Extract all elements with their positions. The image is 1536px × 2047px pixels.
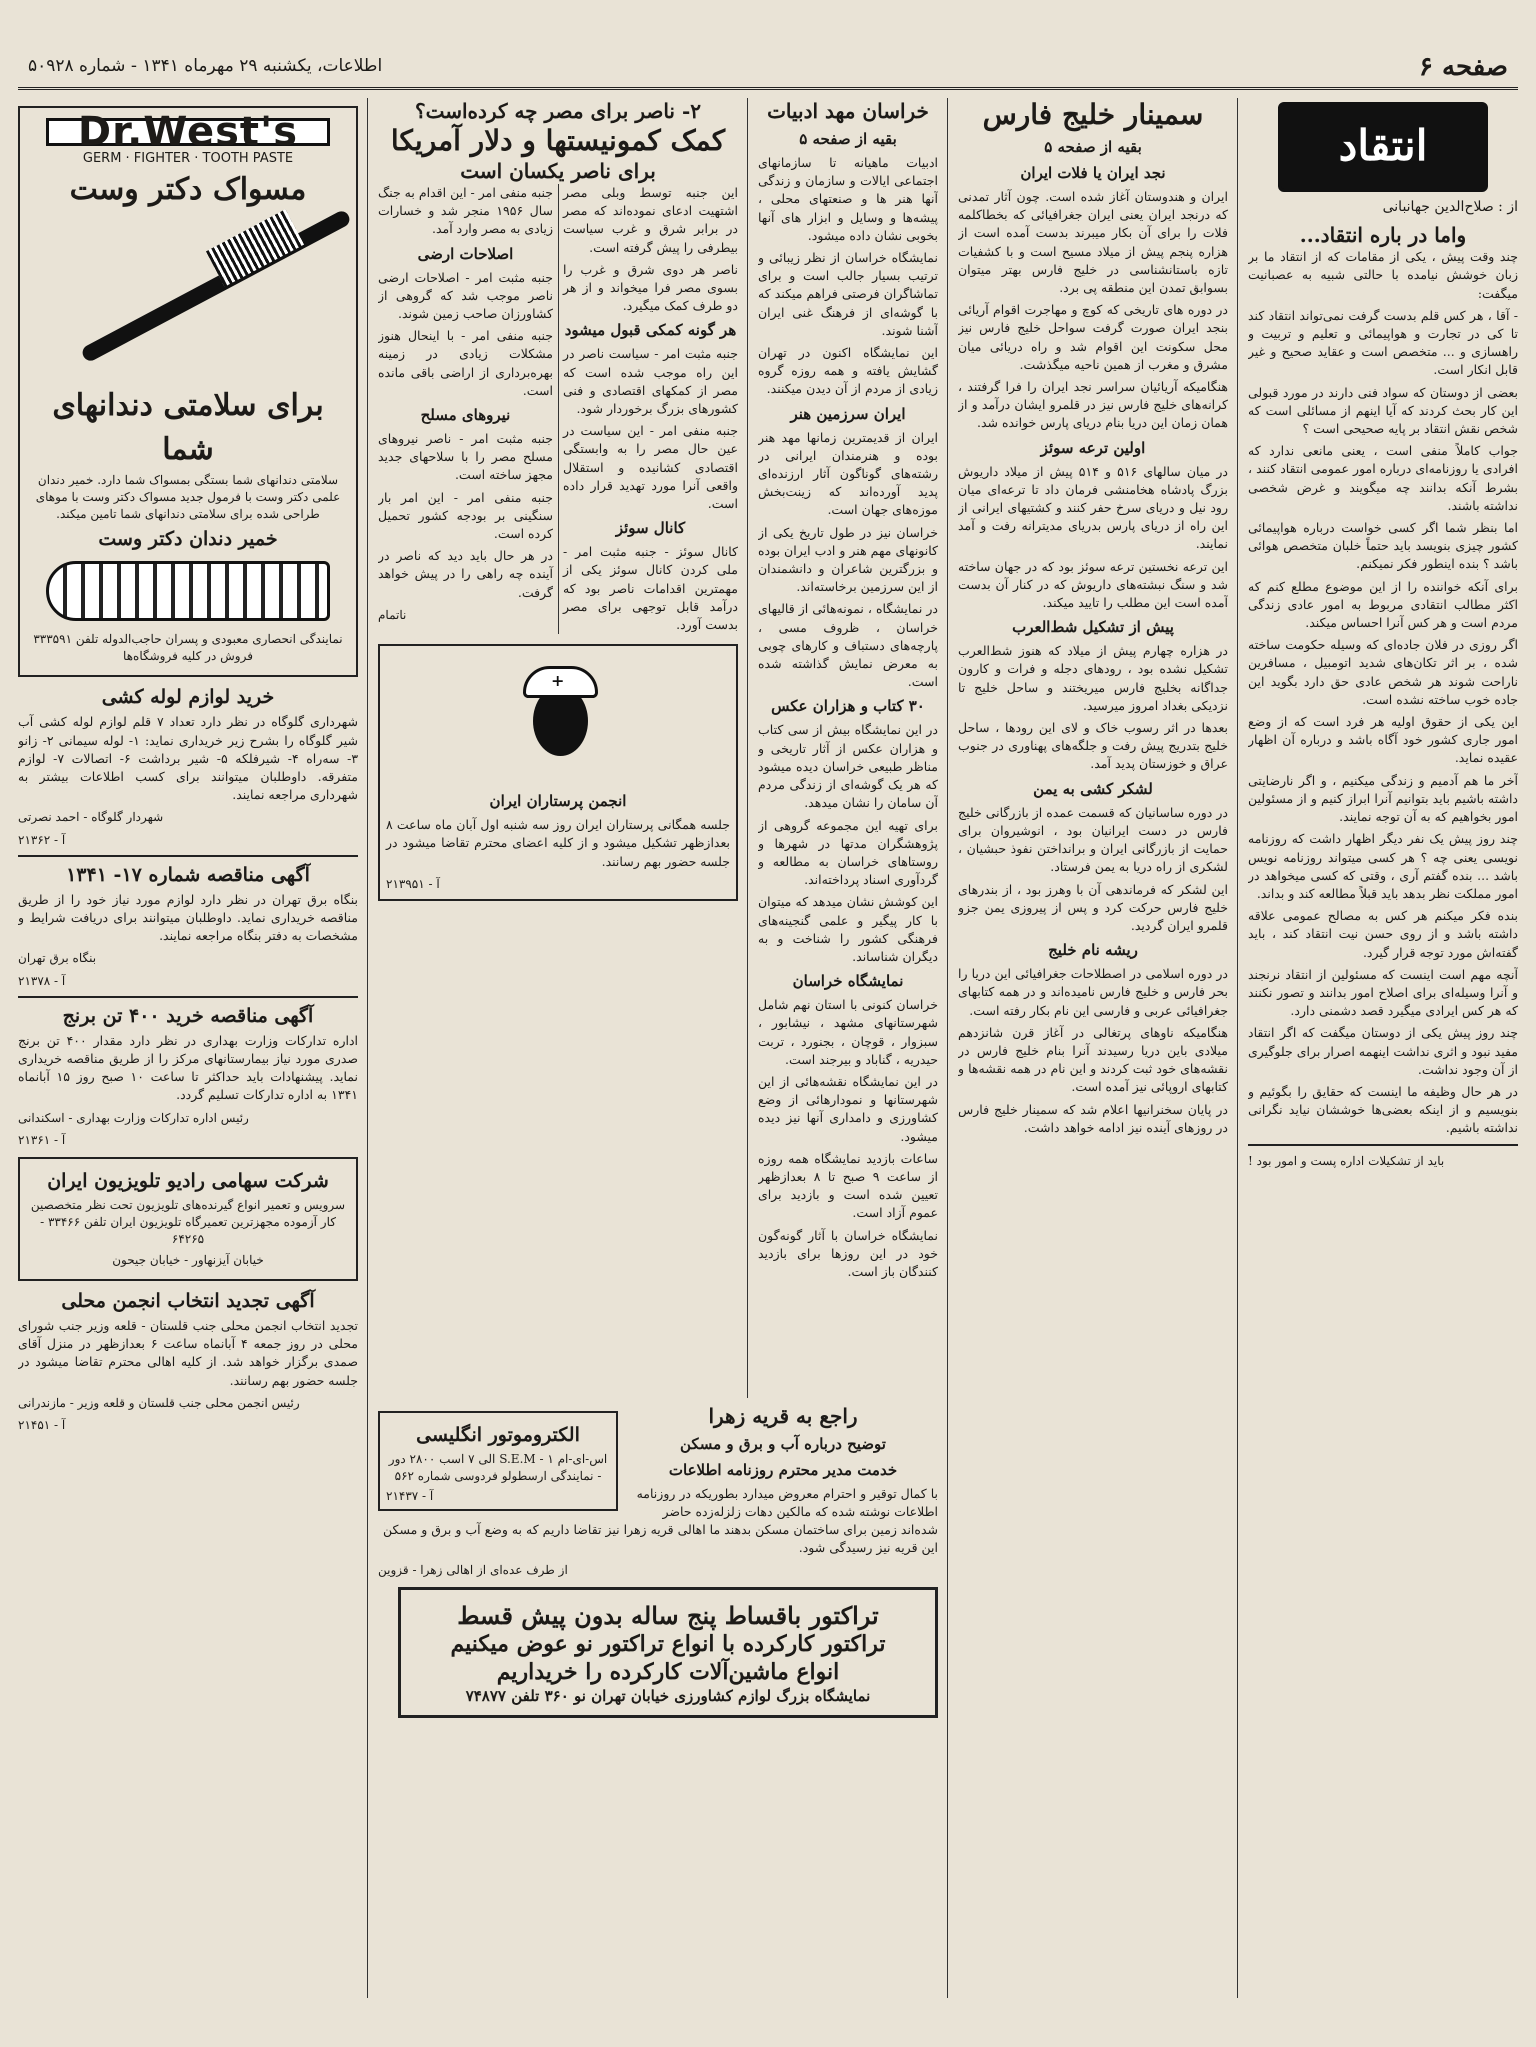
paragraph: ناصر هر دوی شرق و غرب را بسوی مصر فرا میخواند و از هر دو طرف کمک میگیرد. <box>563 261 738 314</box>
paragraph: بعضی از دوستان که سواد فنی دارند در مورد قبولی این کار بحث کردند که آیا اینهم از مسائلی است که شخص نقش انتقاد بر پایه صحیحی است ؟ <box>1248 384 1518 437</box>
column-persian-gulf <box>958 98 1228 1998</box>
paragraph: در هر حال وظیفه ما اینست که حقایق را بگوئیم و بنویسیم و از اینکه بعضی‌ها خوششان نیاید نگرانی نداشته باشیم. <box>1248 1083 1518 1136</box>
khorasan-body-1 <box>758 154 938 399</box>
drwest-slogan: GERM · FIGHTER · TOOTH PASTE <box>82 151 294 167</box>
page-header <box>18 46 1518 90</box>
nurses-notice-code: آ - ۲۱۳۹۵۱ <box>386 876 440 891</box>
paragraph: نمایشگاه خراسان از نظر زیبائی و ترتیب بسیار جالب است و برای تماشاگران فرصتی فراهم میکند که با گوشه‌ای از فرهنگ غنی ایران آشنا شوند. <box>758 250 938 338</box>
council-ad-title: آگهی تجدید انتخاب انجمن محلی <box>61 1290 315 1313</box>
paragraph: در هر حال باید دید که ناصر در آینده چه راهی را در پیش خواهد گرفت. <box>378 548 553 600</box>
motor-ad-body: اس-ای-ام S.E.M - ۱ الی ۷ اسب ۲۸۰۰ دور - نمایندگی ارسطولو فردوسی شماره ۵۶۲ <box>388 1452 608 1483</box>
motor-ad-title: الکتروموتور انگلیسی <box>416 1424 580 1446</box>
paragraph: آنچه مهم است اینست که مسئولین از انتقاد نرنجند و آنرا وسیله‌ای برای اصلاح امور بدانند و تصور نکنند که هر کس ایرادی میگیرد قصد دشمنی دارد. <box>1248 966 1518 1019</box>
critique-logo: انتقاد <box>1278 102 1488 192</box>
nurses-notice-text: جلسه همگانی پرستاران ایران روز سه شنبه اول آبان ماه ساعت ۸ بعدازظهر تشکیل میشود و از کلیه اعضای محترم تقاضا میشود در جلسه حضور بهم رسانند. <box>386 817 730 869</box>
paragraph: جنبه مثبت امر - ناصر نیروهای مسلح مصر را با سلاحهای جدید مجهز ساخته است. <box>378 431 553 483</box>
drwest-title-3: خمیر دندان دکتر وست <box>98 528 278 551</box>
paragraph: جنبه منفی امر - این امر بار سنگینی بر بودجه کشور تحمیل کرده است. <box>378 489 553 542</box>
paragraph: چند روز پیش یکی از دوستان میگفت که اگر انتقاد مفید نبود و اثری نداشت اینهمه اصرار برای جلوگیری از آن وجود نداشت. <box>1248 1025 1518 1077</box>
tender-plumbing-body: شهرداری گلوگاه در نظر دارد تعداد ۷ قلم لوازم لوله کشی آب شیر گلوگاه را بشرح زیر خریداری نماید: ۱- لوله سیمانی ۲- زانو ۳- سه‌راه ۴- شیرفلکه ۵- شیر برداشت ۶- اتصالات ۷- لوازم متفرقه. داوطلبان میتوانند برای کسب اطلاعات بیشتر به شهرداری مراجعه نمایند. <box>18 714 358 803</box>
paragraph: جنبه منفی امر - این سیاست در عین حال مصر را به وابستگی اقتصادی کشانیده و استقلال واقعی آنرا مورد تهدید قرار داده است. <box>563 423 738 512</box>
nasser-body-5 <box>378 430 553 602</box>
nasser-subhead-2: کانال سوئز <box>615 519 686 538</box>
nasser-subhead-3: اصلاحات ارضی <box>417 244 514 263</box>
page-number: صفحه ۶ <box>1419 52 1508 82</box>
khorasan-body-3 <box>758 721 938 966</box>
gulf-body-1 <box>958 188 1228 433</box>
paragraph: خراسان کنونی با استان نهم شامل شهرستانهای مشهد ، نیشابور ، سبزوار ، قوچان ، بجنورد ، تربت حیدریه ، گناباد و بیرجند است. <box>758 997 938 1067</box>
drwest-title-1: مسواک دکتر وست <box>69 172 307 208</box>
nasser-headline-small: ۲- ناصر برای مصر چه کرده‌است؟ <box>414 99 702 123</box>
gulf-body-4 <box>958 804 1228 935</box>
tv-company-ad <box>18 1157 358 1281</box>
column-ads <box>18 98 358 1998</box>
paragraph: جواب کاملاً منفی است ، یعنی مانعی ندارد که افرادی یا روزنامه‌ای درباره امور عمومی انتقاد کنند ، بشرط آنکه بدانند چه میگویند و غرض شخصی نداشته باشند. <box>1248 443 1518 513</box>
paragraph: جنبه منفی امر - با اینحال هنوز مشکلات زیادی در زمینه بهره‌برداری از اراضی باقی مانده است. <box>378 328 553 398</box>
tv-company-title: شرکت سهامی رادیو تلویزیون ایران <box>47 1170 329 1193</box>
tv-company-body: سرویس و تعمیر انواع گیرنده‌های تلویزیون تحت نظر متخصصین کار آزموده مجهزترین تعمیرگاه تلویزیون ایران تلفن ۳۳۴۶۶ - ۶۴۲۶۵ <box>30 1198 346 1247</box>
paragraph: در دوره اسلامی در اصطلاحات جغرافیائی این دریا را بحر فارس و خلیج فارس نامیده‌اند و در همه کتابهای جغرافیائی عربی و فارسی این نام بکار رفته است. <box>958 966 1228 1018</box>
gulf-headline: سمینار خلیج فارس <box>982 98 1204 131</box>
paragraph: هنگامیکه ناوهای پرتغالی در آغاز قرن شانزدهم میلادی باین دریا رسیدند آنرا بنام خلیج فارس در نقشه‌های خود ثبت کردند و این نام در همه نقشه‌ها و کتابهای اروپائی نیز آمده است. <box>958 1024 1228 1095</box>
paragraph: جنبه مثبت امر - سیاست ناصر در این راه موجب شده است که مصر از کمکهای اقتصادی و فنی کشورهای بزرگ برخوردار شود. <box>563 346 738 417</box>
tender-17-signature: بنگاه برق تهران <box>18 951 97 966</box>
khorasan-subhead-1: ایران سرزمین هنر <box>790 404 906 423</box>
paragraph: جنبه مثبت امر - اصلاحات ارضی ناصر موجب شد که گروهی از کشاورزان صاحب زمین شوند. <box>378 269 553 322</box>
paragraph: این لشکر که فرماندهی آن با وهرز بود ، از بندرهای خلیج فارس حرکت کرد و پس از پیروزی یمن جزو قلمرو ایران گردید. <box>958 881 1228 933</box>
paragraph: برای تهیه این مجموعه گروهی از پژوهشگران مدتها در شهرها و روستاهای خراسان به مطالعه و گردآوری اسناد پرداخته‌اند. <box>758 817 938 888</box>
drwest-body: سلامتی دندانهای شما بستگی بمسواک شما دارد. خمیر دندان علمی دکتر وست با فرمول جدید مسواک دکتر وست با موهای طراحی شده برای سلامتی دندانهای شما تامین میکند. <box>35 473 341 522</box>
tender-17-body: بنگاه برق تهران در نظر دارد لوازم مورد نیاز خود را از طریق مناقصه خریداری نماید. داوطلبان میتوانند برای دریافت شرایط و مشخصات به دفتر بنگاه مراجعه نمایند. <box>18 891 358 944</box>
column-critique <box>1248 98 1518 1998</box>
column-khorasan <box>758 98 938 1398</box>
paragraph: در دوره های تاریخی که کوچ و مهاجرت اقوام آریائی بنجد ایران صورت گرفت سواحل خلیج فارس نیز محل سکونت این اقوام شد و راه دریائی میان مشرق و مغرب از همین ناحیه میگذشت. <box>958 302 1228 372</box>
tender-plumbing-code: آ - ۲۱۳۶۲ <box>18 832 66 847</box>
nasser-headline-big: کمک کمونیستها و دلار آمریکا <box>390 124 726 157</box>
drwest-ad <box>18 106 358 677</box>
critique-body <box>1248 248 1518 1137</box>
letter-addressee: خدمت مدیر محترم روزنامه اطلاعات <box>668 1461 898 1479</box>
newspaper-page <box>18 18 1518 2029</box>
tv-company-address: خیابان آیزنهاور - خیابان جیحون <box>112 1253 264 1268</box>
council-ad-body: تجدید انتخاب انجمن محلی جنب قلستان - قلعه وزیر جنب شورای محلی در روز جمعه ۴ آبانماه ساعت ۶ بعدازظهر در منزل آقای صمدی برگزار خواهد شد. از کلیه اهالی محترم تقاضا میشود در جلسه حضور بهم رسانند. <box>18 1318 358 1388</box>
nasser-headline-sub: برای ناصر یکسان است <box>460 159 656 183</box>
tractor-ad-title-1: تراکتور باقساط پنج ساله بدون پیش قسط <box>457 1601 879 1630</box>
khorasan-headline: خراسان مهد ادبیات <box>767 99 929 123</box>
letter-subtitle: توضیح درباره آب و برق و مسکن <box>680 1435 886 1453</box>
paragraph: کانال سوئز - جنبه مثبت امر - ملی کردن کانال سوئز یکی از مهمترین اقدامات ناصر بود که درآمد قابل توجهی برای مصر بدست آورد. <box>563 544 738 633</box>
paragraph: در پایان سخنرانیها اعلام شد که سمینار خلیج فارس در روزهای آینده نیز ادامه خواهد داشت. <box>958 1101 1228 1135</box>
letter-title: راجع به قریه زهرا <box>708 1404 858 1428</box>
tender-rice-body: اداره تدارکات وزارت بهداری در نظر دارد مقدار ۴۰۰ تن برنج صدری مورد نیاز بیمارستانهای مرکز را از طریق مناقصه خریداری نماید. پیشنهادات باید حداکثر تا ساعت ۱۰ صبح روز ۱۵ آبانماه ۱۳۴۱ به اداره تدارکات تسلیم گردد. <box>18 1032 358 1103</box>
issue-info: اطلاعات، یکشنبه ۲۹ مهرماه ۱۳۴۱ - شماره ۵۰۹۲۸ <box>28 56 383 76</box>
drwest-title-2: برای سلامتی دندانهای شما <box>52 388 324 468</box>
gulf-subhead-5: ریشه نام خلیج <box>1048 941 1138 960</box>
paragraph: در نمایشگاه ، نمونه‌هائی از قالیهای خراسان ، ظروف مسی ، پارچه‌های دستباف و کارهای چوبی به معرض نمایش گذاشته شده است. <box>758 601 938 690</box>
gulf-subhead-3: پیش از تشکیل شط‌العرب <box>1012 618 1174 637</box>
khorasan-subhead-3: نمایشگاه خراسان <box>792 972 904 991</box>
nasser-body-4 <box>378 269 553 400</box>
gulf-subhead-4: لشکر کشی به یمن <box>1033 779 1153 798</box>
paragraph: خراسان نیز در طول تاریخ یکی از کانونهای مهم هنر و ادب ایران بوده و بزرگترین شاعران و دانشمندان از این سرزمین برخاسته‌اند. <box>758 524 938 595</box>
paragraph: ایران و هندوستان آغاز شده است. چون آثار تمدنی که درنجد ایران یعنی ایران جغرافیائی که بخطاکلمه فلات را برای آن بکار میبرند بدست آمده است از هزاره پنجم پیش از میلاد مسیح است و با کشفیات تازه باستانشناسی در خلیج فارس بهتر میتوان بسوابق تمدن این منطقه پی برد. <box>958 189 1228 296</box>
paragraph: در هزاره چهارم پیش از میلاد که هنوز شط‌العرب تشکیل نشده بود ، رودهای دجله و فرات و کارون جداگانه بخلیج فارس میریختند و ساحل خلیج تا نزدیکی بغداد امروز میرسید. <box>958 643 1228 713</box>
khorasan-body-2 <box>758 429 938 692</box>
bottom-band <box>378 1403 938 2003</box>
gulf-subhead-2: اولین ترعه سوئز <box>1040 438 1146 457</box>
paragraph: بعدها در اثر رسوب خاک و لای این رودها ، ساحل خلیج بتدریج پیش رفت و جلگه‌های پهناوری در جنوب عراق و خوزستان پدید آمد. <box>958 720 1228 772</box>
paragraph: این نمایشگاه اکنون در تهران گشایش یافته و همه روزه گروه زیادی از مردم از آن دیدن میکنند. <box>758 345 938 397</box>
tractor-ad-title-2: تراکتور کارکرده با انواع تراکتور نو عوض میکنیم <box>450 1631 886 1657</box>
nasser-signature: ناتمام <box>378 607 407 622</box>
nurses-notice <box>378 644 738 901</box>
letter-body: با کمال توقیر و احترام معروض میدارد بطوریکه در روزنامه اطلاعات نوشته شده که مالکین دهات زلزله‌زده حاضر شده‌اند زمین برای ساختمان مسکن بدهند ما اهالی قریه زهرا نیز تقاضا داریم که به وضع آب و برق و مسکن این قریه نیز رسیدگی شود. <box>383 1486 938 1555</box>
gulf-body-3 <box>958 642 1228 773</box>
paragraph: چند روز پیش یک نفر دیگر اظهار داشت که روزنامه نویسی یعنی چه ؟ هر کسی میتواند روزنامه نویس باشد ... بنده گفتم آری ، وقتی که کسی میخواهد در امور مملکت نظر بدهد باید قبلاً مطالعه کند و بداند. <box>1248 831 1518 901</box>
paragraph: در این نمایشگاه بیش از سی کتاب و هزاران عکس از آثار تاریخی و مناظر طبیعی خراسان دیده میشود که هر یک گوشه‌ای از زندگی مردم آن سامان را نشان میدهد. <box>758 722 938 811</box>
paragraph: اگر روزی در فلان جاده‌ای که وسیله حکومت ساخته شده ، بر اثر تکان‌های شدید اتومبیل ، مسافرین ناراحت شوند هر شخص عادی حق دارد بگوید این جاده خوب ساخته نشده است. <box>1248 637 1518 707</box>
paragraph: در دوره ساسانیان که قسمت عمده از بازرگانی خلیج فارس در دست ایرانیان بود ، انوشیروان برای حمایت از بازرگانی ایران و برانداختن نفوذ حبشیان ، لشکری از راه دریا به یمن فرستاد. <box>958 804 1228 875</box>
tender-plumbing-signature: شهردار گلوگاه - احمد نصرتی <box>18 810 164 825</box>
khorasan-body-4 <box>758 996 938 1222</box>
tractor-ad-body: نمایشگاه بزرگ لوازم کشاورزی خیابان تهران نو ۳۶۰ تلفن ۷۴۸۷۷ <box>465 1687 871 1705</box>
gulf-subhead-1: نجد ایران یا فلات ایران <box>1020 164 1166 182</box>
toothbrush-icon <box>56 218 320 378</box>
drwest-brand: Dr.West's <box>46 118 330 146</box>
gulf-body-5 <box>958 965 1228 1137</box>
tractor-ad-title-3: انواع ماشین‌آلات کارکرده را خریداریم <box>496 1659 840 1685</box>
toothpaste-tube-icon <box>46 561 330 621</box>
paragraph: ساعات بازدید نمایشگاه همه روزه از ساعت ۹ صبح تا ۸ بعدازظهر تعیین شده است و بازدید برای عموم آزاد است. <box>758 1150 938 1221</box>
critique-byline: از : صلاح‌الدین جهانبانی <box>1382 199 1518 215</box>
paragraph: این جنبه توسط وبلی مصر اشتهیت ادعای نموده‌اند که مصر در برابر شرق و غرب سیاست بیطرفی را پیش گرفته است. <box>563 185 738 255</box>
paragraph: این یکی از حقوق اولیه هر فرد است که از وضع امور جاری کشور خود آگاه باشد و درباره آن اظهار عقیده نماید. <box>1248 714 1518 766</box>
nurse-icon: + <box>503 656 613 786</box>
khorasan-subhead-2: ۳۰ کتاب و هزاران عکس <box>771 697 925 716</box>
paragraph: در این نمایشگاه نقشه‌هائی از این شهرستانها و نمودارهائی از وضع کشاورزی و دامداری آنها نیز دیده میشود. <box>758 1073 938 1144</box>
paragraph: هنگامیکه آریائیان سراسر نجد ایران را فرا گرفتند ، کرانه‌های خلیج فارس نیز در قلمرو ایشان درآمد و از همان زمان این دریا بنام دریای پارس خوانده شد. <box>958 379 1228 431</box>
paragraph: اما بنظر شما اگر کسی خواست درباره هواپیمائی کشور چیزی بنویسد باید حتماً خلبان متخصص هوائی باشد ؟ بنده اینطور فکر نمیکنم. <box>1248 520 1518 572</box>
nasser-body-2 <box>563 345 738 513</box>
gulf-body-2 <box>958 463 1228 613</box>
paragraph: این کوشش نشان میدهد که میتوان با کار پیگیر و علمی گنجینه‌های فرهنگی کشور را شناخت و به دیگران شناساند. <box>758 894 938 964</box>
council-ad-code: آ - ۲۱۴۵۱ <box>18 1418 66 1433</box>
drwest-agent: نمایندگی انحصاری معبودی و پسران حاجب‌الدوله تلفن ۳۳۳۵۹۱ فروش در کلیه فروشگاه‌ها <box>33 632 343 664</box>
tender-rice-title: آگهی مناقصه خرید ۴۰۰ تن برنج <box>62 1004 314 1027</box>
nasser-subhead-1: هر گونه کمکی قبول میشود <box>564 321 737 340</box>
khorasan-footer: نمایشگاه خراسان با آثار گونه‌گون خود در این روزها برای بازدید کنندگان باز است. <box>758 1227 938 1279</box>
tender-17-code: آ - ۲۱۳۷۸ <box>18 973 66 988</box>
paragraph: در میان سالهای ۵۱۶ و ۵۱۴ پیش از میلاد داریوش بزرگ پادشاه هخامنشی فرمان داد تا ترعه‌ای میان رود نیل و دریای سرخ حفر کنند و کشتیهای ایرانی از این راه از دریای پارس بدریای مدیترانه رفت و آمد نمایند. <box>958 463 1228 552</box>
paragraph: ایران از قدیمترین زمانها مهد هنر بوده و هنرمندان ایرانی در رشته‌های گوناگون آثار ارزنده‌ای پدید آورده‌اند که زینت‌بخش موزه‌های جهان است. <box>758 429 938 518</box>
critique-headline: واما در باره انتقاد... <box>1299 223 1467 248</box>
nasser-body-1 <box>563 184 738 315</box>
gulf-continued: بقیه از صفحه ۵ <box>1044 138 1142 156</box>
motor-ad-code: آ - ۲۱۴۳۷ <box>386 1489 434 1503</box>
motor-ad <box>378 1411 618 1511</box>
paragraph: - آقا ، هر کس قلم بدست گرفت نمی‌تواند انتقاد کند تا کی در تجارت و هواپیمائی و تعلیم و تربیت و راهسازی و ... متخصص است و عقاید صحیح و غیر قابل انکار است. <box>1248 307 1518 378</box>
column-nasser <box>378 98 738 1398</box>
paragraph: برای آنکه خواننده را از این موضوع مطلع کنم که اکثر مطالب انتقادی مربوط به امور عادی زندگی مردم است و هر کس آنرا احساس میکند. <box>1248 578 1518 631</box>
tractor-ad <box>398 1587 938 1718</box>
tender-17-title: آگهی مناقصه شماره ۱۷- ۱۳۴۱ <box>66 863 310 886</box>
paragraph: آخر ما هم آدمیم و زندگی میکنیم ، و اگر نارضایتی داشته باشیم باید بتوانیم آنرا ابراز کنیم و از مسئولین امور بخواهیم که به آن توجه نمایند. <box>1248 772 1518 825</box>
council-ad-signature: رئیس انجمن محلی جنب قلستان و قلعه وزیر - مازندرانی <box>18 1395 300 1410</box>
tender-rice-code: آ - ۲۱۳۶۱ <box>18 1132 66 1147</box>
paragraph: جنبه منفی امر - این اقدام به جنگ سال ۱۹۵۶ منجر شد و خسارات زیادی به مصر وارد آمد. <box>378 185 553 237</box>
paragraph: ادبیات ماهیانه تا سازمانهای اجتماعی ایالات و سازمان و زندگی آنها هنر ها و صنعتهای محلی ، پیشه‌ها و وسایل و ابزار های آنها بخوبی نشان داده میشود. <box>758 155 938 243</box>
nurses-notice-title: انجمن پرستاران ایران <box>489 792 627 811</box>
tender-plumbing-title: خرید لوازم لوله کشی <box>101 686 275 709</box>
tender-rice-signature: رئیس اداره تدارکات وزارت بهداری - اسکندانی <box>18 1110 249 1125</box>
letter-signature: از طرف عده‌ای از اهالی زهرا - قزوین <box>378 1563 568 1577</box>
nasser-subhead-4: نیروهای مسلح <box>420 406 511 425</box>
paragraph: چند وقت پیش ، یکی از مقامات که از انتقاد ما بر زبان خوشش نیامده با حالتی شبیه به عصبانیت میگفت: <box>1248 249 1518 301</box>
paragraph: بنده فکر میکنم هر کس به مصالح عمومی علاقه داشته باشد و از روی حسن نیت انتقاد کند ، باید گفته‌اش مورد توجه قرار گیرد. <box>1248 908 1518 960</box>
critique-footer-note: باید از تشکیلات اداره پست و امور بود ! <box>1248 1153 1445 1168</box>
paragraph: این ترعه نخستین ترعه سوئز بود که در جهان ساخته شد و سنگ نبشته‌های داریوش که در کنار آن بدست آمده است این مطلب را تایید میکند. <box>958 558 1228 611</box>
khorasan-continued: بقیه از صفحه ۵ <box>799 130 897 148</box>
